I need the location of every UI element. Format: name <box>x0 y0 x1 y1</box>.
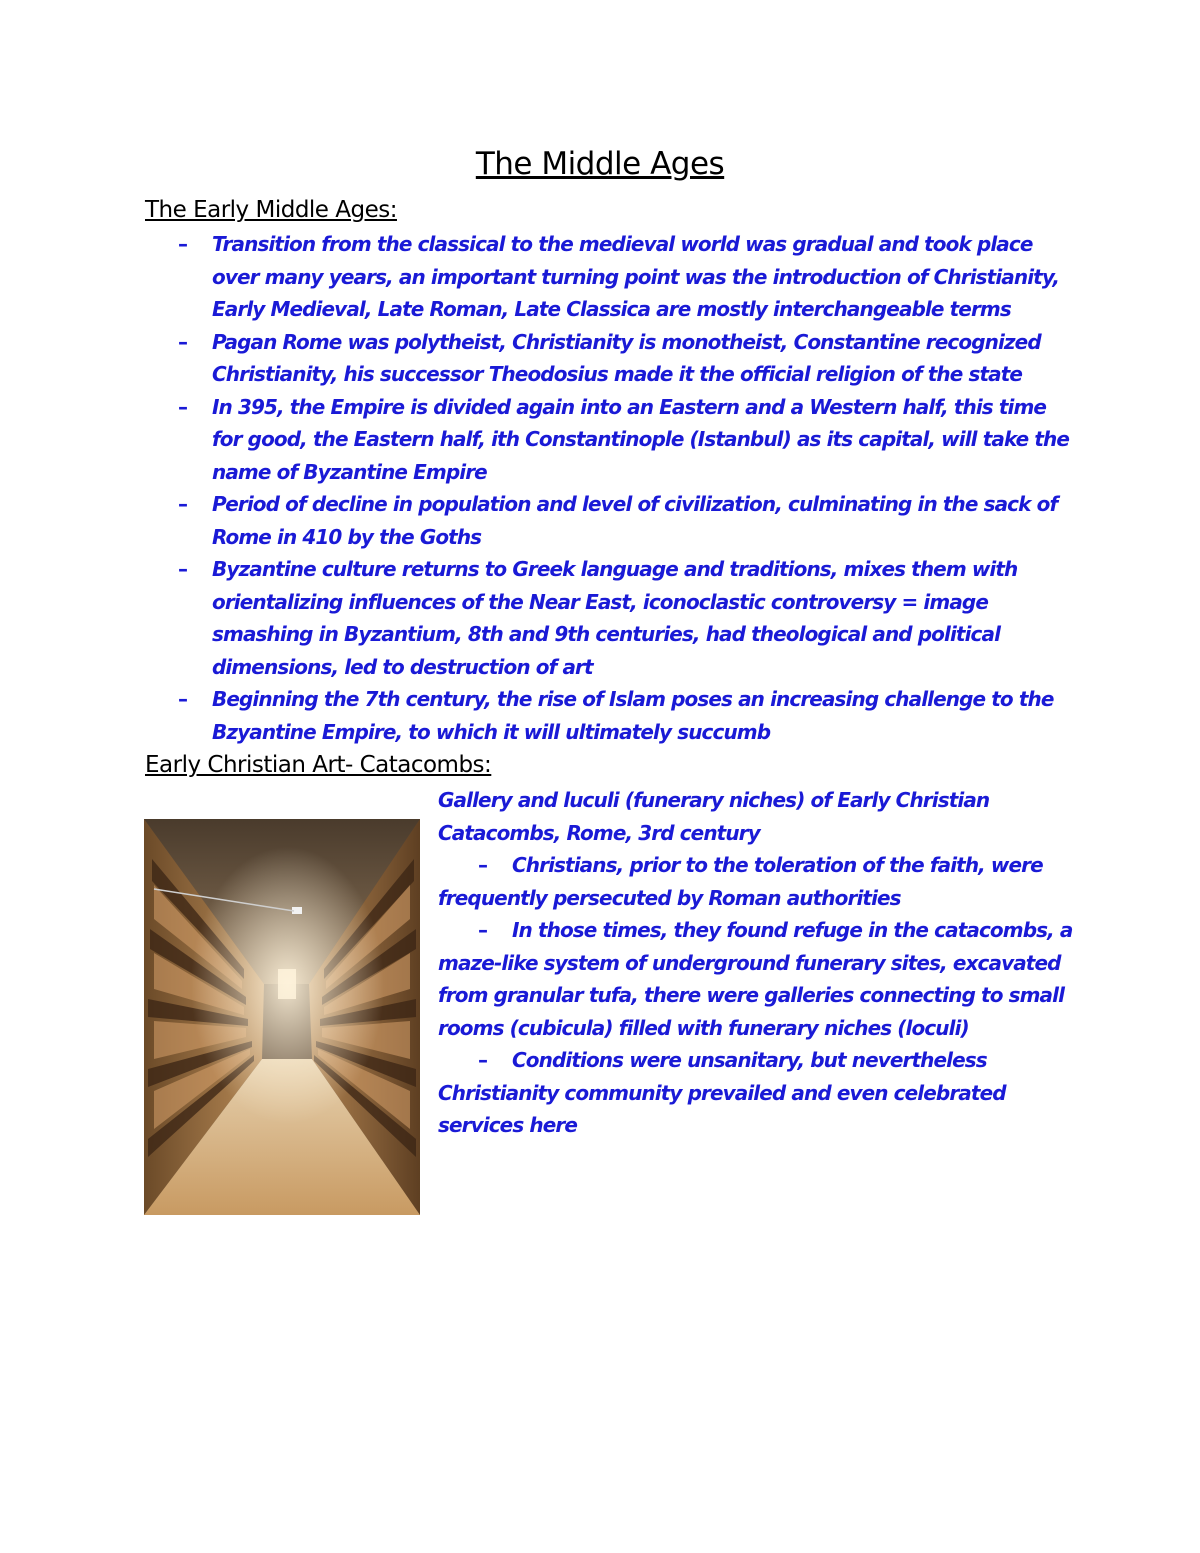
section-heading-catacombs: Early Christian Art- Catacombs: <box>145 752 492 778</box>
section-heading-early-middle-ages: The Early Middle Ages: <box>145 197 397 223</box>
list-item <box>178 391 1078 489</box>
list-item <box>178 488 1078 553</box>
bullet-dash: – <box>178 492 188 516</box>
bullet-dash: – <box>178 232 188 256</box>
list-item <box>178 553 1078 683</box>
list-item <box>178 683 1078 748</box>
catacombs-description <box>438 784 1078 1142</box>
bullet-dash: – <box>178 329 188 354</box>
early-middle-ages-list <box>178 228 1078 748</box>
image-caption: Gallery and luculi (funerary niches) of Early Christian Catacombs, Rome, 3rd century <box>438 788 990 845</box>
bullet-dash: – <box>178 557 188 581</box>
list-item <box>438 849 1078 914</box>
bullet-dash: – <box>178 394 188 419</box>
catacomb-gallery-photo <box>144 819 420 1215</box>
bullet-dash: – <box>478 1048 488 1072</box>
list-item <box>438 1044 1078 1142</box>
list-item-text: Transition from the classical to the medieval world was gradual and took place over many years, an important turning point was the introduction of Christianity, Early Medieval, Late Roman, Late Classica are mostly interchangeable terms <box>212 232 1060 321</box>
list-item <box>178 326 1078 391</box>
list-item-text: In those times, they found refuge in the catacombs, a maze-like system of underground funerary sites, excavated from granular tufa, there were galleries connecting to small rooms (cubicula) filled with funerary niches (loculi) <box>438 918 1073 1040</box>
list-item <box>178 228 1078 326</box>
list-item <box>438 914 1078 1044</box>
list-item-text: Pagan Rome was polytheist, Christianity is monotheist, Constantine recognized Christianity, his successor Theodosius made it the official religion of the state <box>212 329 1041 386</box>
bullet-dash: – <box>178 687 188 711</box>
bullet-dash: – <box>478 918 488 942</box>
list-item-text: In 395, the Empire is divided again into an Eastern and a Western half, this time for good, the Eastern half, ith Constantinople (Istanbul) as its capital, will take the name of Byzantine Empire <box>212 394 1070 484</box>
list-item-text: Beginning the 7th century, the rise of Islam poses an increasing challenge to the Bzyantine Empire, to which it will ultimately succumb <box>212 687 1054 744</box>
list-item-text: Period of decline in population and level of civilization, culminating in the sack of Rome in 410 by the Goths <box>212 492 1058 549</box>
list-item-text: Christians, prior to the toleration of the faith, were frequently persecuted by Roman authorities <box>438 853 1043 910</box>
bullet-dash: – <box>478 853 488 877</box>
list-item-text: Byzantine culture returns to Greek language and traditions, mixes them with orientalizing influences of the Near East, iconoclastic controversy = image smashing in Byzantium, 8th and 9th centuries, had theological and political dimensions, led to destruction of art <box>212 557 1018 679</box>
page-title: The Middle Ages <box>475 146 725 182</box>
list-item-text: Conditions were unsanitary, but nevertheless Christianity community prevailed and even celebrated services here <box>438 1048 1006 1137</box>
